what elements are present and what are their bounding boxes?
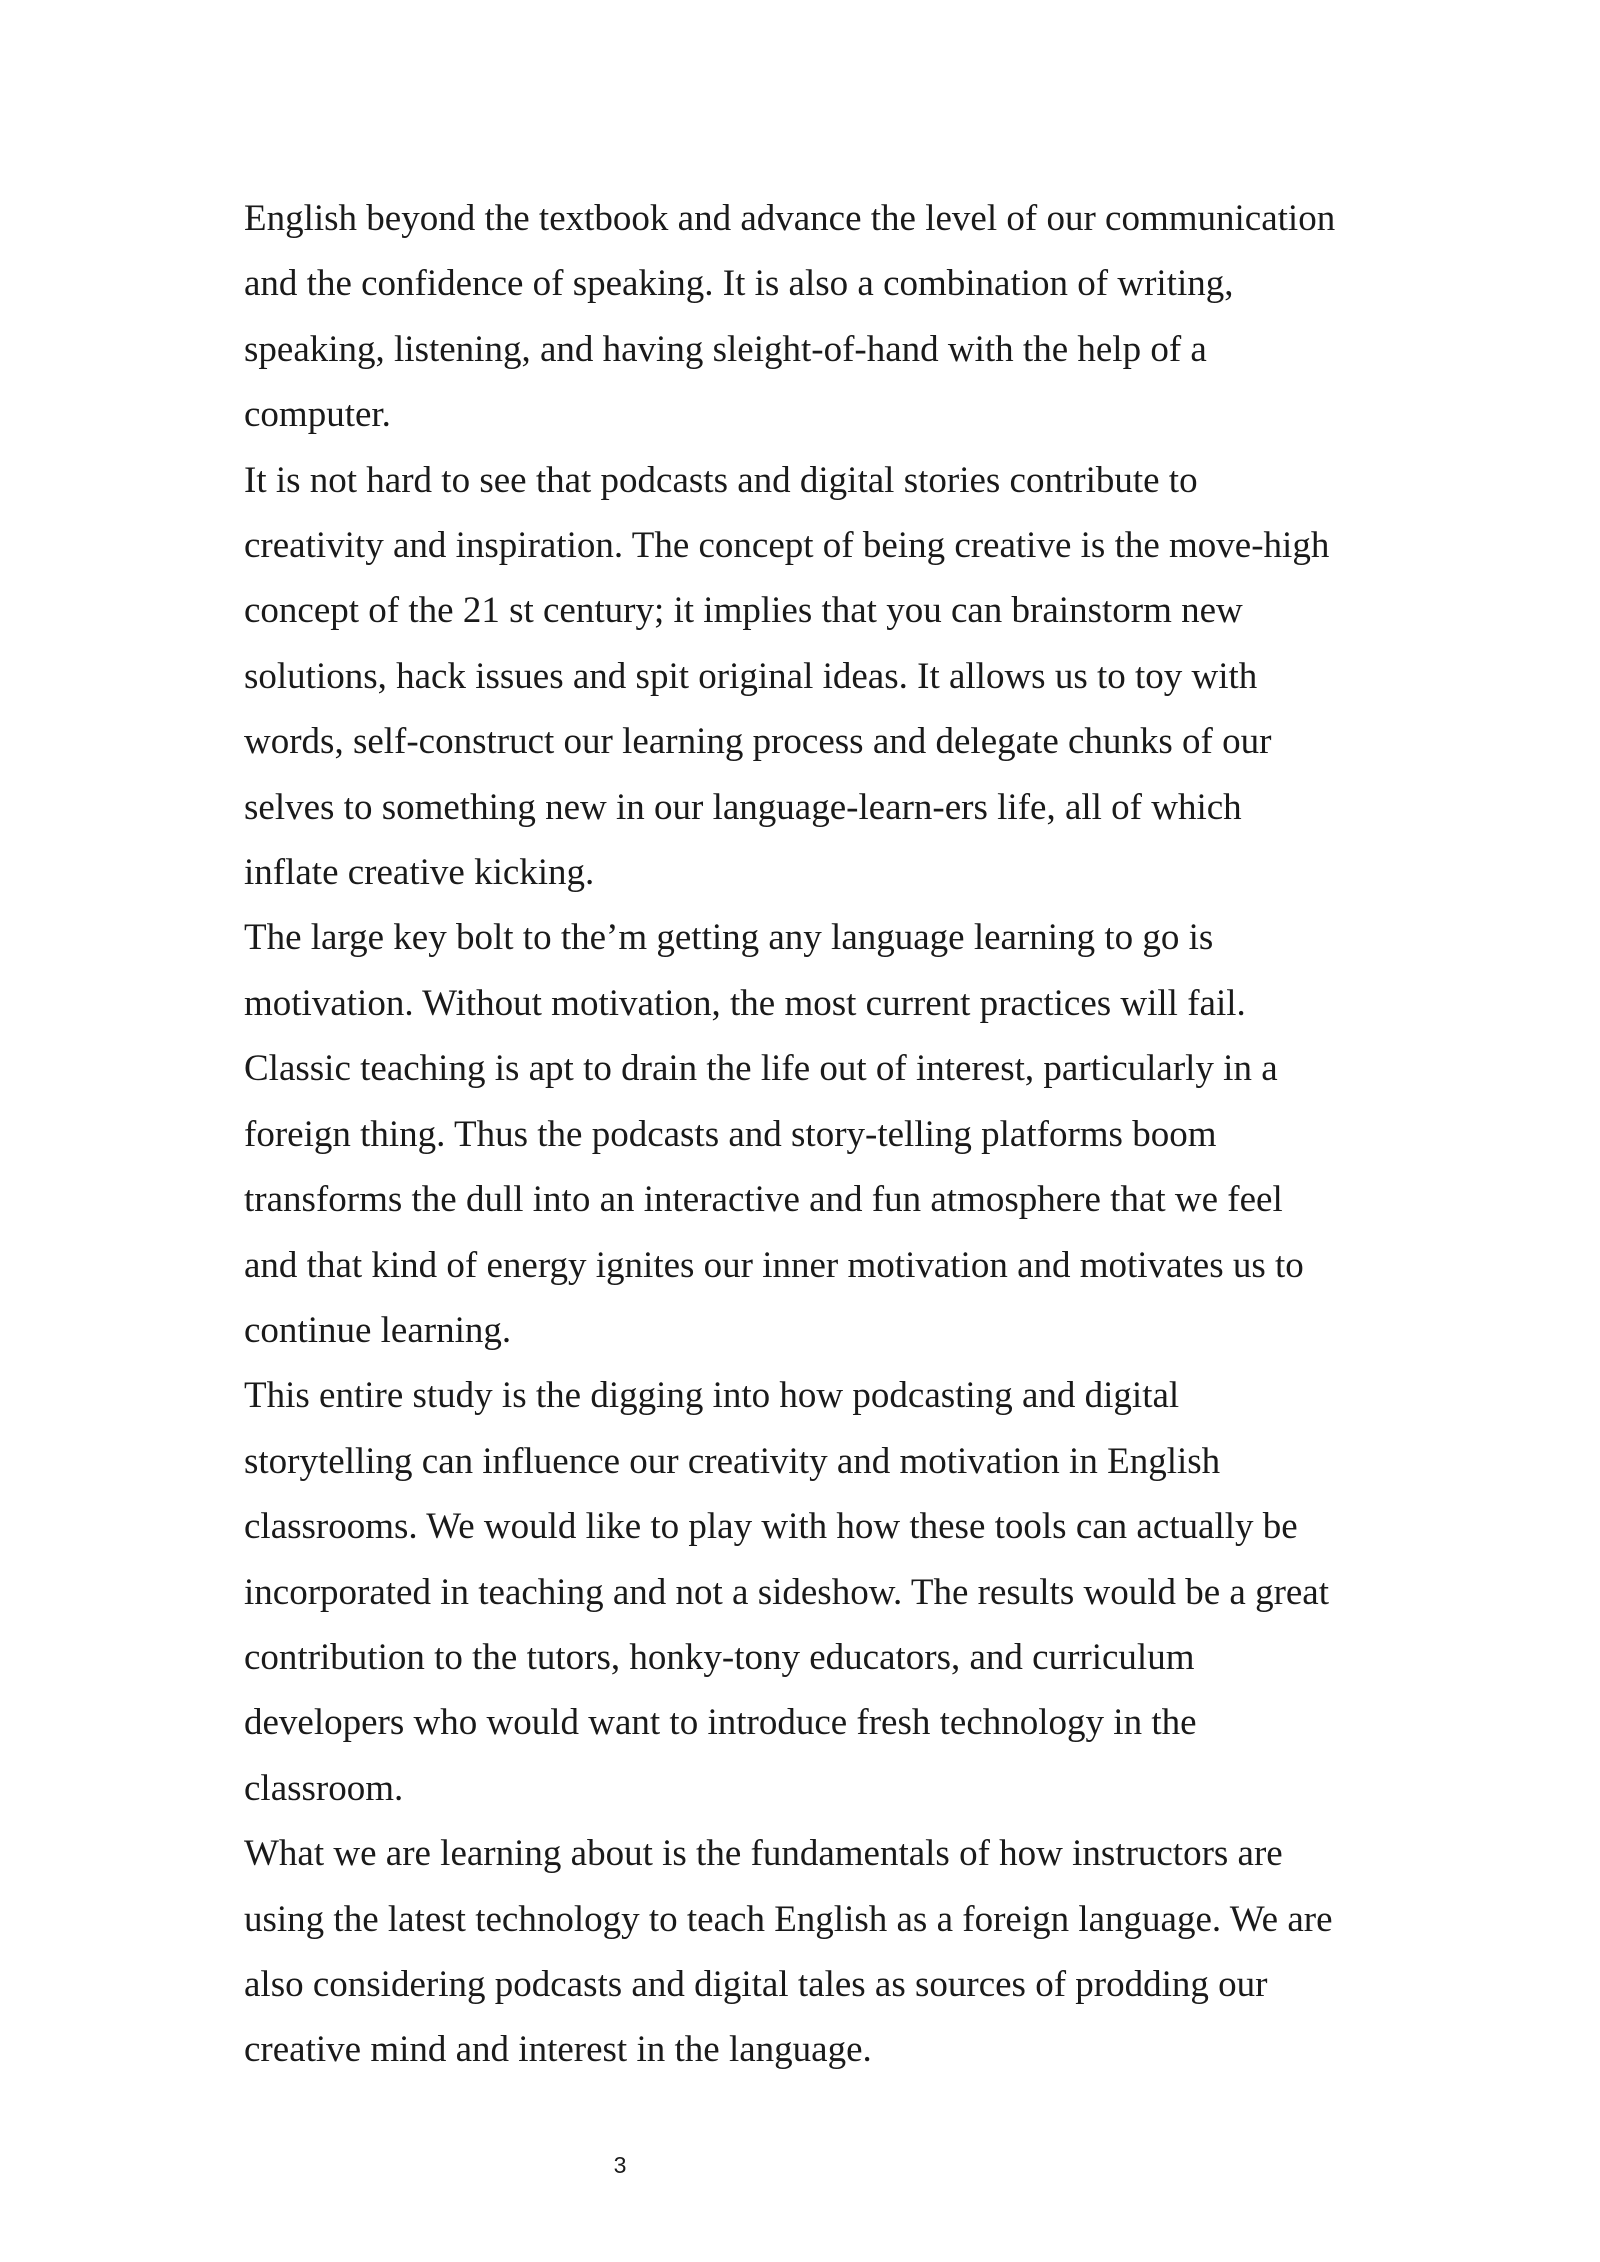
text-line: computer. bbox=[244, 394, 391, 436]
text-line: storytelling can influence our creativity and motivation in English bbox=[244, 1440, 1221, 1482]
text-line: creative mind and interest in the language. bbox=[244, 2029, 872, 2071]
text-line: The large key bolt to the’m getting any language learning to go is bbox=[244, 917, 1214, 959]
text-line: concept of the 21 st century; it implies that you can brainstorm new bbox=[244, 590, 1243, 632]
text-line: continue learning. bbox=[244, 1309, 512, 1351]
text-line: using the latest technology to teach English as a foreign language. We are bbox=[244, 1898, 1333, 1940]
text-line: also considering podcasts and digital tales as sources of prodding our bbox=[244, 1963, 1268, 2005]
text-line: and the confidence of speaking. It is also a combination of writing, bbox=[244, 263, 1234, 305]
text-line: contribution to the tutors, honky-tony educators, and curriculum bbox=[244, 1636, 1195, 1678]
page-number: 3 bbox=[613, 2152, 627, 2178]
text-line: What we are learning about is the fundamentals of how instructors are bbox=[244, 1833, 1283, 1875]
text-line: English beyond the textbook and advance the level of our communication bbox=[244, 198, 1336, 239]
text-line: inflate creative kicking. bbox=[244, 852, 595, 894]
text-line: classroom. bbox=[244, 1767, 404, 1809]
text-line: selves to something new in our language-learn-ers life, all of which bbox=[244, 786, 1242, 828]
text-line: creativity and inspiration. The concept of being creative is the move-high bbox=[244, 525, 1330, 567]
text-line: and that kind of energy ignites our inner motivation and motivates us to bbox=[244, 1244, 1304, 1286]
text-line: speaking, listening, and having sleight-of-hand with the help of a bbox=[244, 328, 1207, 370]
text-line: Classic teaching is apt to drain the life out of interest, particularly in a bbox=[244, 1048, 1278, 1090]
text-line: foreign thing. Thus the podcasts and story-telling platforms boom bbox=[244, 1113, 1217, 1155]
text-line: developers who would want to introduce fresh technology in the bbox=[244, 1702, 1197, 1744]
text-line: classrooms. We would like to play with how these tools can actually be bbox=[244, 1506, 1298, 1548]
text-line: It is not hard to see that podcasts and digital stories contribute to bbox=[244, 459, 1198, 501]
body-text bbox=[244, 186, 1384, 2083]
text-line: incorporated in teaching and not a sideshow. The results would be a great bbox=[244, 1571, 1330, 1613]
text-line: transforms the dull into an interactive and fun atmosphere that we feel bbox=[244, 1179, 1283, 1221]
text-line: This entire study is the digging into how podcasting and digital bbox=[244, 1375, 1180, 1417]
text-line: solutions, hack issues and spit original ideas. It allows us to toy with bbox=[244, 655, 1258, 697]
text-line: motivation. Without motivation, the most current practices will fail. bbox=[244, 982, 1246, 1024]
text-line: words, self-construct our learning process and delegate chunks of our bbox=[244, 721, 1272, 763]
